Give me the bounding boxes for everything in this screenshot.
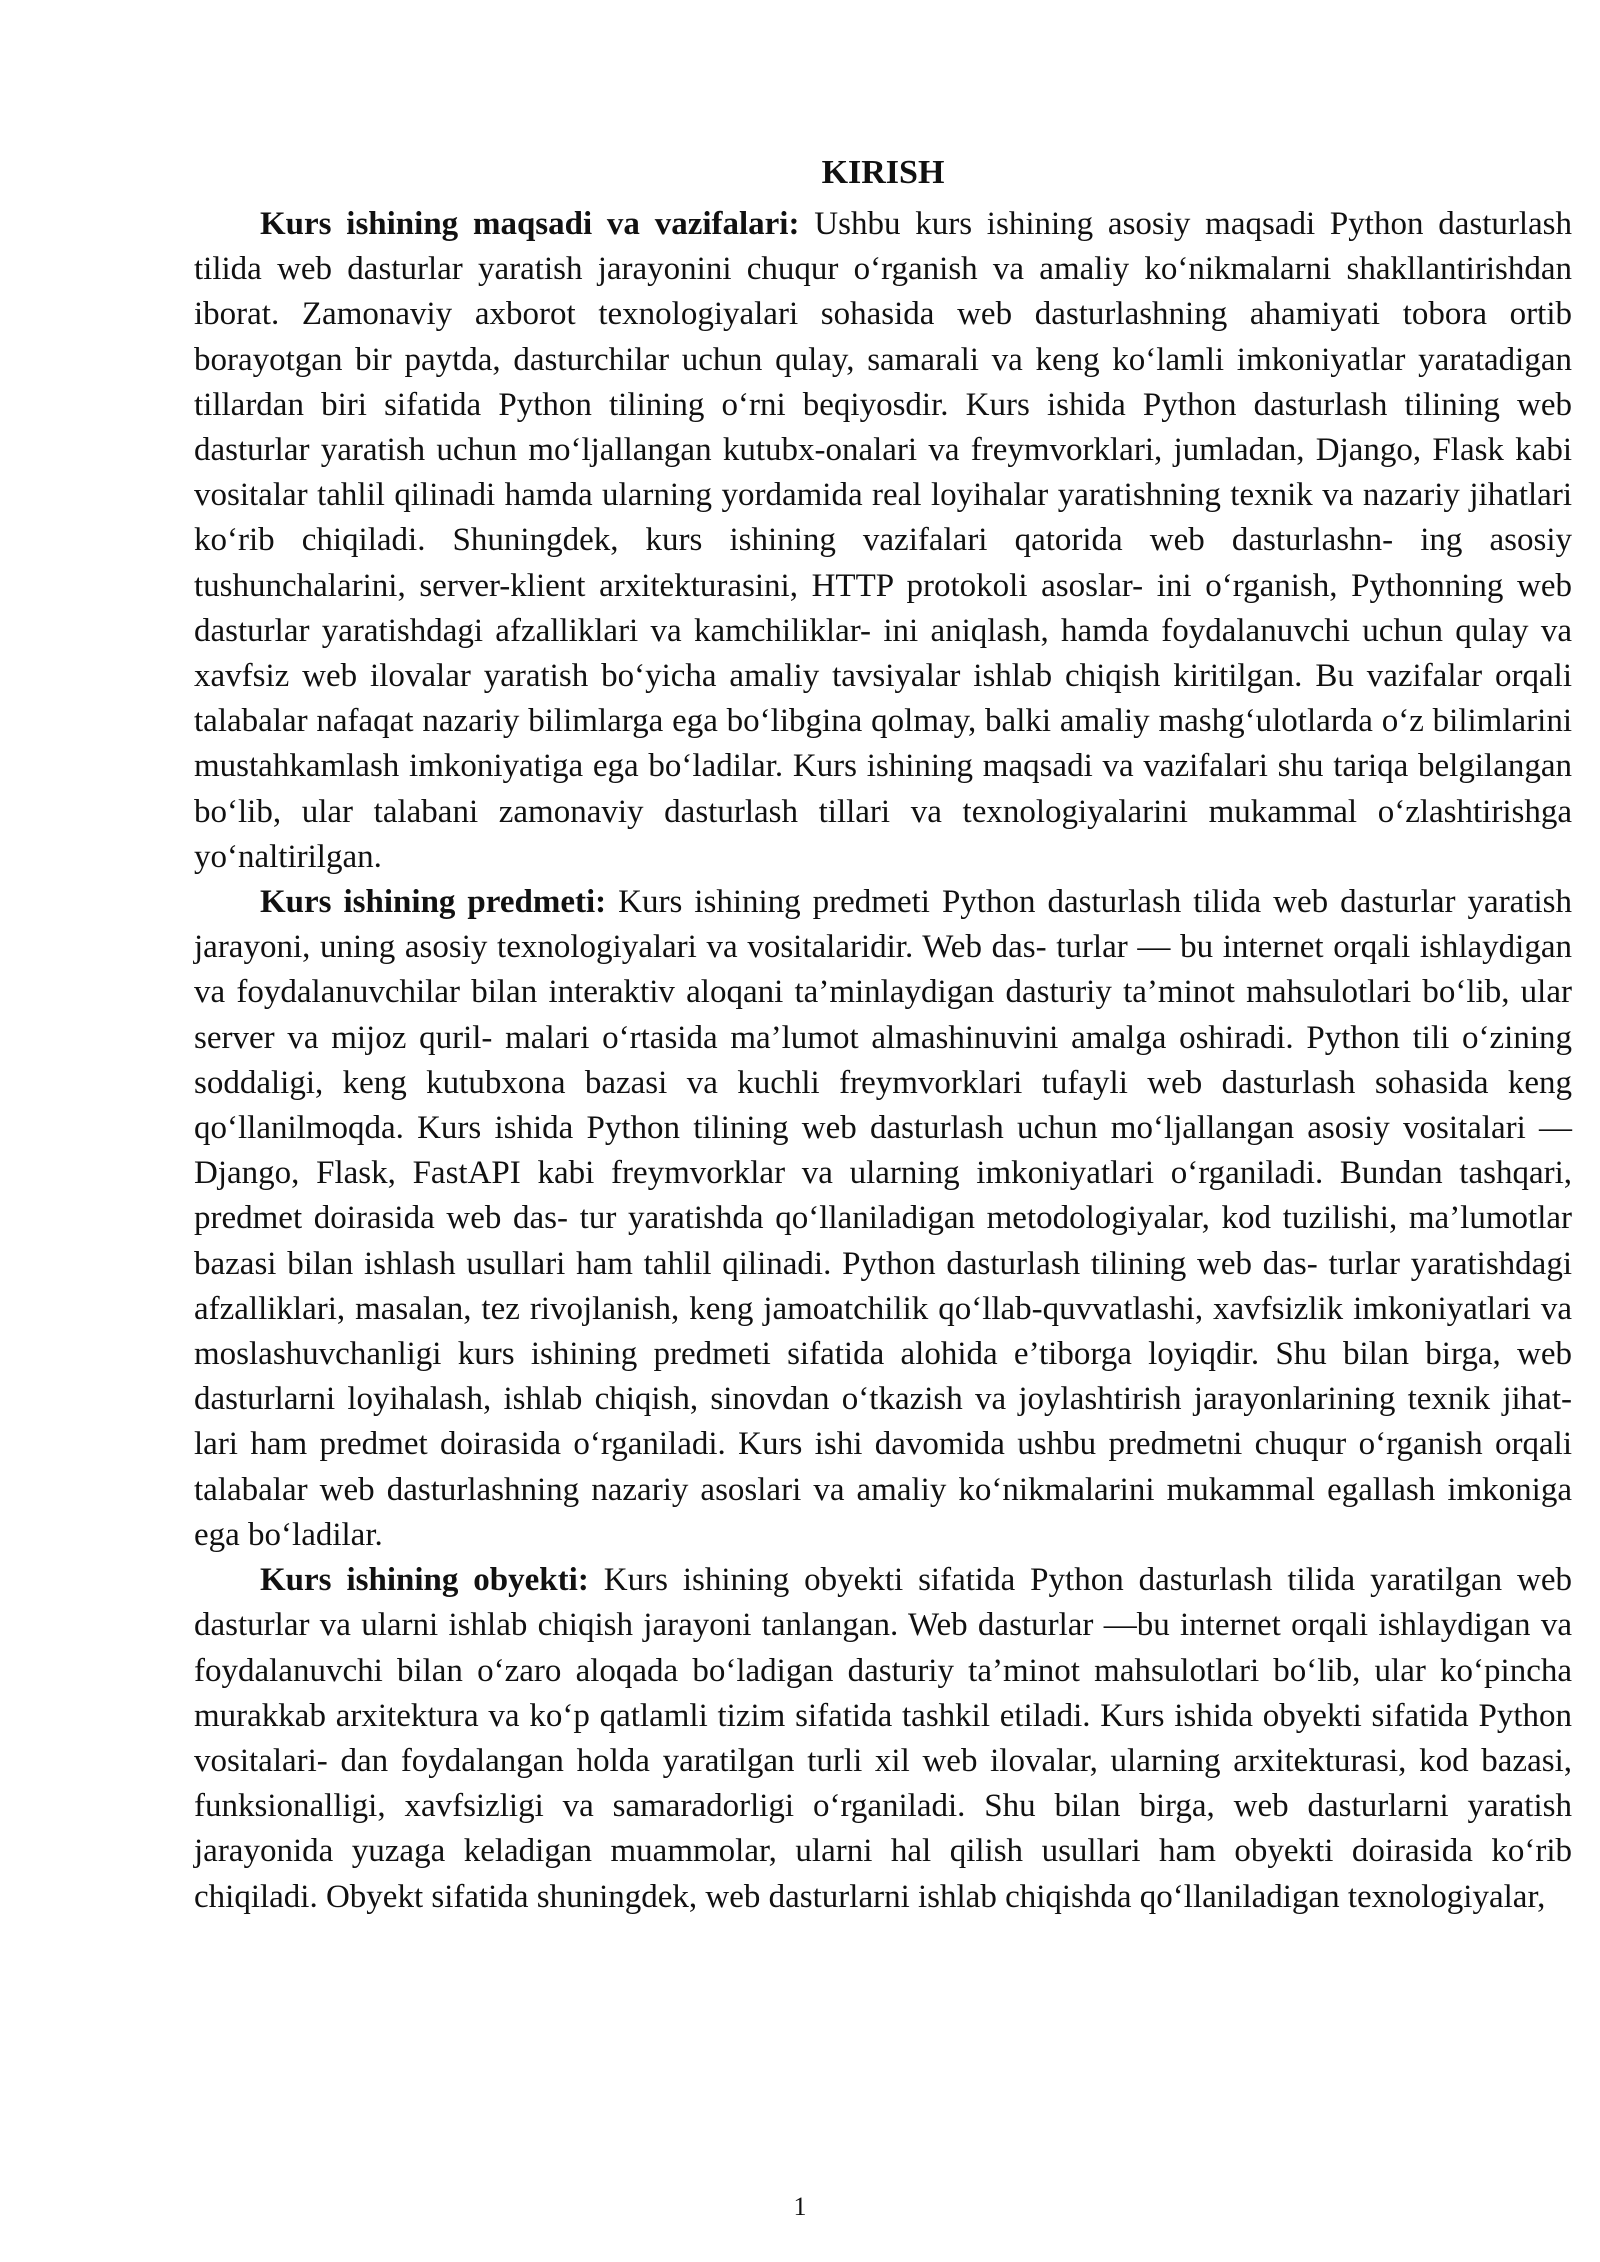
page-number: 1 — [793, 2192, 807, 2221]
paragraph-text: Kurs ishining predmeti Python dasturlash tilida web dasturlar yaratish jarayoni, uning asosiy texnologiyalari va vositalaridir. Web das- turlar — bu internet orqali ishlaydigan va foydalanuvchilar bilan interaktiv aloqani ta’minlaydigan dasturiy ta’minot mahsulotlari bo‘lib, ular server va mijoz quril- malari o‘rtasida ma’lumot almashinuvini amalga oshiradi. Python tili o‘zining soddaligi, keng kutubxona bazasi va kuchli freymvorklari tufayli web dasturlash sohasida keng qo‘llanilmoqda. Kurs ishida Python tilining web dasturlash uchun mo‘ljallangan asosiy vositalari — Django, Flask, FastAPI kabi freymvorklar va ularning imkoniyatlari o‘rganiladi. Bundan tashqari, predmet doirasida web das- tur yaratishda qo‘llaniladigan metodologiyalar, kod tuzilishi, ma’lumotlar bazasi bilan ishlash usullari ham tahlil qilinadi. Python dasturlash tilining web das- turlar yaratishdagi afzalliklari, masalan, tez rivojlanish, keng jamoatchilik qo‘llab-quvvatlashi, xavfsizlik imkoniyatlari va moslashuvchanligi kurs ishining predmeti sifatida alohida e’tiborga loyiqdir. Shu bilan birga, web dasturlarni loyihalash, ishlab chiqish, sinovdan o‘tkazish va joylashtirish jarayonlarining texnik jihat- lari ham predmet doirasida o‘rganiladi. Kurs ishi davomida ushbu predmetni chuqur o‘rganish orqali talabalar web dasturlashning nazariy asoslari va amaliy ko‘nikmalarini mukammal egallash imkoniga ega bo‘ladilar. — [194, 884, 1573, 1553]
paragraph-aims — [194, 202, 1572, 880]
page-body — [194, 148, 1572, 1920]
paragraph-subject — [194, 880, 1572, 1558]
paragraph-lead: Kurs ishining obyekti: — [260, 1562, 589, 1599]
paragraph-text: Kurs ishining obyekti sifatida Python dasturlash tilida yaratilgan web dasturlar va ularni ishlab chiqish jarayoni tanlangan. Web dasturlar —bu internet orqali ishlaydigan va foydalanuvchi bilan o‘zaro aloqada bo‘ladigan dasturiy ta’minot mahsulotlari bo‘lib, ular ko‘pincha murakkab arxitektura va ko‘p qatlamli tizim sifatida tashkil etiladi. Kurs ishida obyekti sifatida Python vositalari- dan foydalangan holda yaratilgan turli xil web ilovalar, ularning arxitekturasi, kod bazasi, funksionalligi, xavfsizligi va samaradorligi o‘rganiladi. Shu bilan birga, web dasturlarni yaratish jarayonida yuzaga keladigan muammolar, ularni hal qilish usullari ham obyekti doirasida ko‘rib chiqiladi. Obyekt sifatida shuningdek, web dasturlarni ishlab chiqishda qo‘llaniladigan texnologiyalar, — [194, 1562, 1573, 1915]
paragraph-lead: Kurs ishining maqsadi va vazifalari: — [260, 206, 800, 242]
paragraph-object — [194, 1558, 1572, 1920]
page-title: KIRISH — [821, 154, 945, 191]
paragraph-text: Ushbu kurs ishining asosiy maqsadi Python dasturlash tilida web dasturlar yaratish jarayonini chuqur o‘rganish va amaliy ko‘nikmalarni shakllantirishdan iborat. Zamonaviy axborot texnologiyalari sohasida web dasturlashning ahamiyati tobora ortib borayotgan bir paytda, dasturchilar uchun qulay, samarali va keng ko‘lamli imkoniyatlar yaratadigan tillardan biri sifatida Python tilining o‘rni beqiyosdir. Kurs ishida Python dasturlash tilining web dasturlar yaratish uchun mo‘ljallangan kutubx-onalari va freymvorklari, jumladan, Django, Flask kabi vositalar tahlil qilinadi hamda ularning yordamida real loyihalar yaratishning texnik va nazariy jihatlari ko‘rib chiqiladi. Shuningdek, kurs ishining vazifalari qatorida web dasturlashn- ing asosiy tushunchalarini, server-klient arxitekturasini, HTTP protokoli asoslar- ini o‘rganish, Pythonning web dasturlar yaratishdagi afzalliklari va kamchiliklar- ini aniqlash, hamda foydalanuvchi uchun qulay va xavfsiz web ilovalar yaratish bo‘yicha amaliy tavsiyalar ishlab chiqish kiritilgan. Bu vazifalar orqali talabalar nafaqat nazariy bilimlarga ega bo‘libgina qolmay, balki amaliy mashg‘ulotlarda o‘z bilimlarini mustahkamlash imkoniyatiga ega bo‘ladilar. Kurs ishining maqsadi va vazifalari shu tariqa belgilangan bo‘lib, ular talabani zamonaviy dasturlash tillari va texnologiyalarini mukammal o‘zlashtirishga yo‘naltirilgan. — [194, 206, 1573, 875]
paragraph-lead: Kurs ishining predmeti: — [260, 884, 607, 921]
